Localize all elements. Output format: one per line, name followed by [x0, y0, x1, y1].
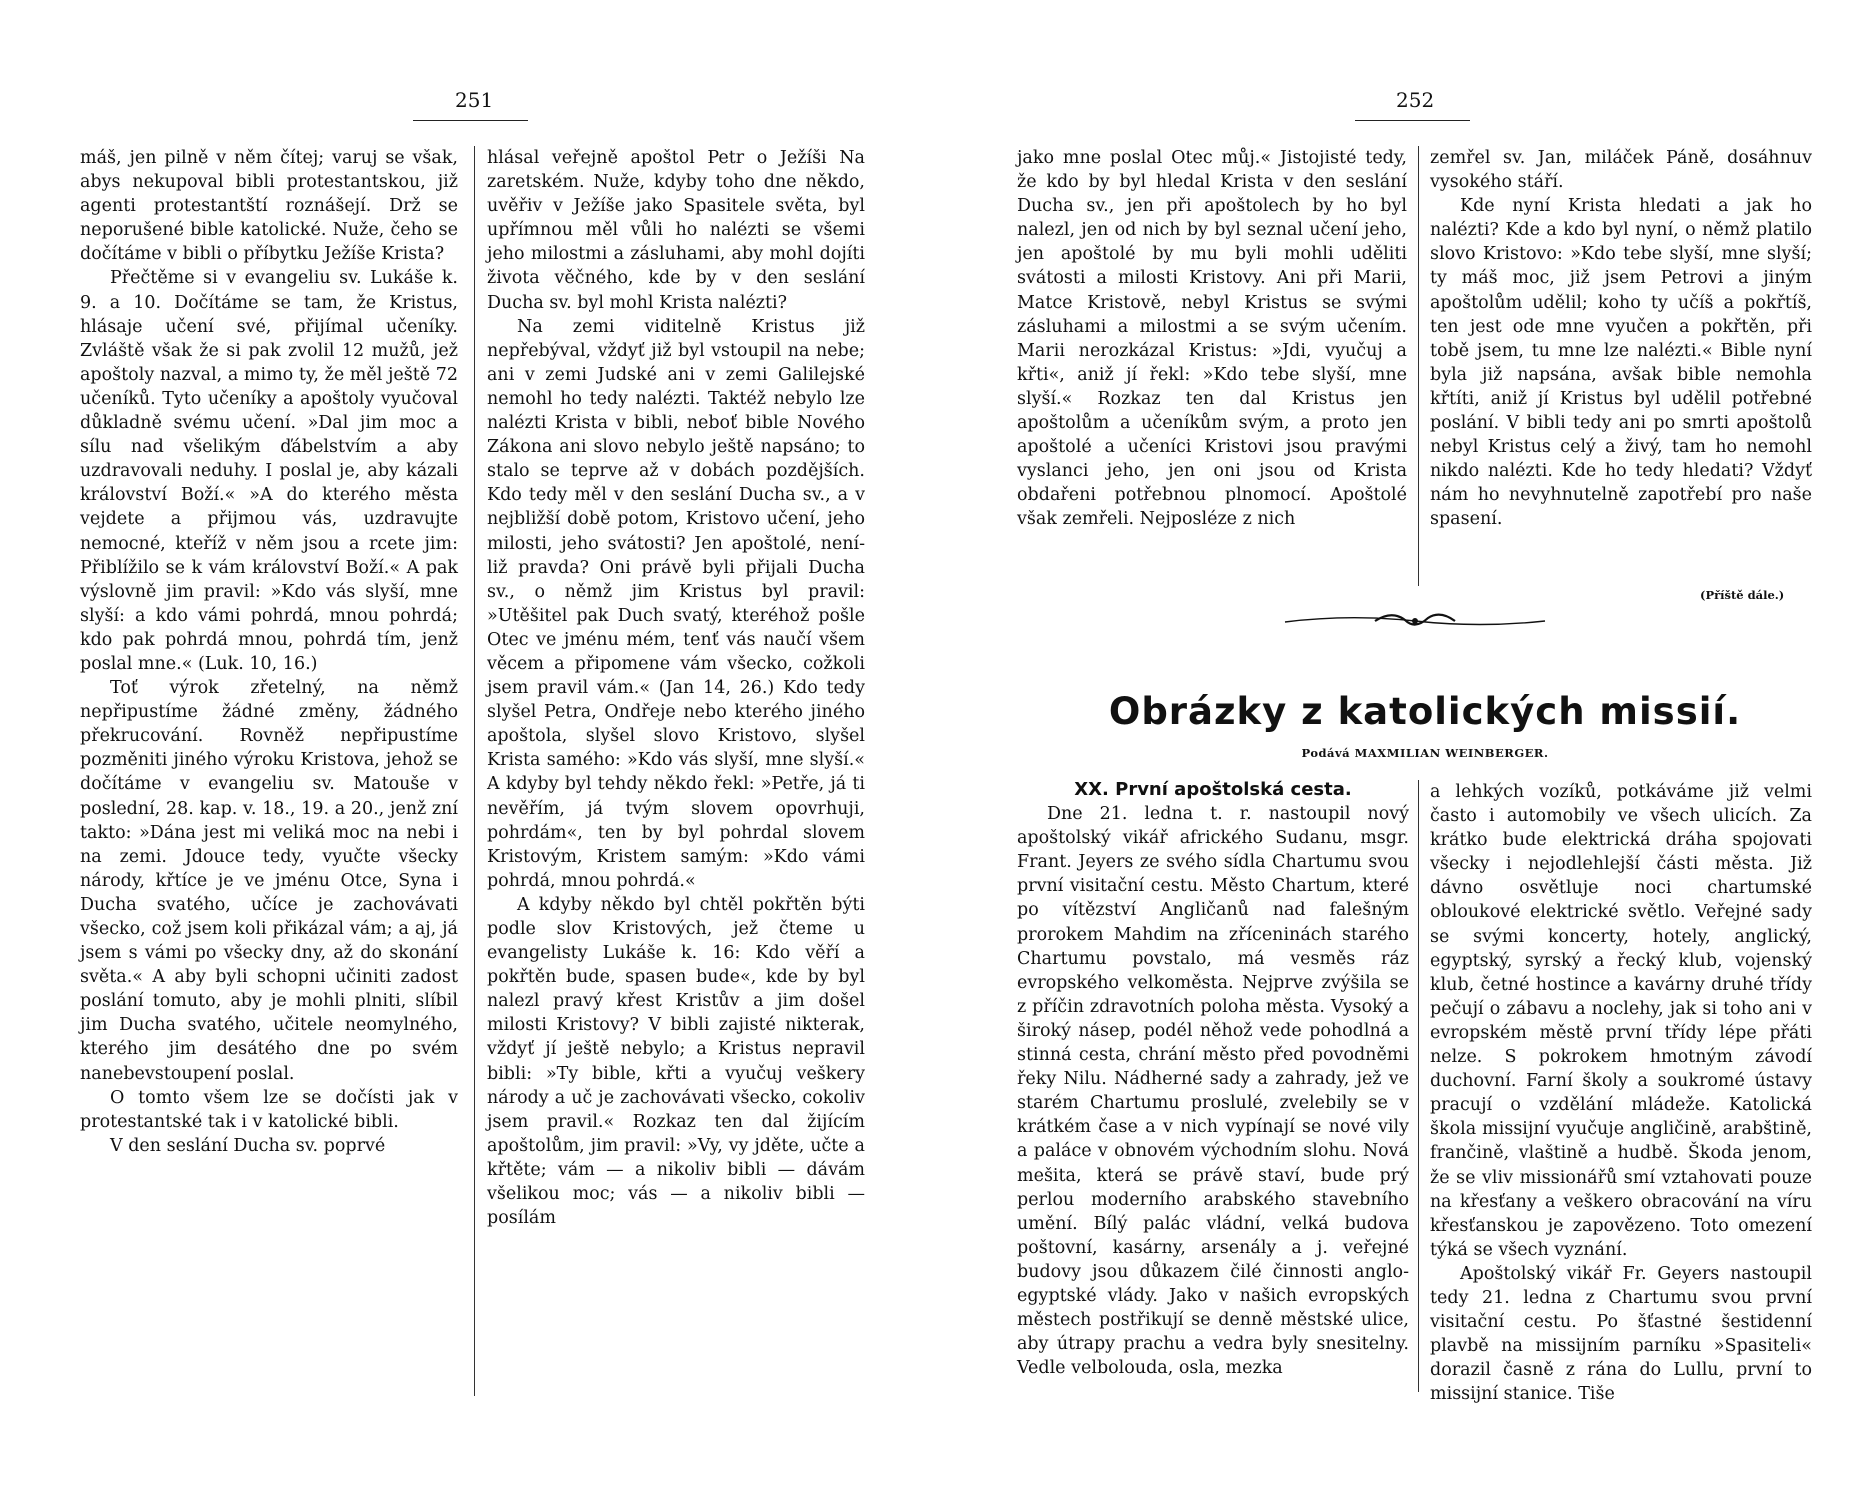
page-number-left: 251: [455, 88, 494, 112]
ornament-divider-icon: [1280, 606, 1550, 636]
page-number-rule-left: [413, 120, 528, 121]
article-byline: Podává MAXMILIAN WEINBERGER.: [1301, 746, 1549, 760]
paragraph: A kdyby někdo byl chtěl pokřtěn býti podle slov Kristových, jež čteme u evangelisty Lukáše k. 16: Kdo věří a pokřtěn bude, spasen bude«, kde by byl nalezl pravý křest Kristův a jim došel milosti Kristovy? V bibli zajisté nikterak, vždyť jí ještě nebylo; a Kristus nepravil bibli: »Ty bible, křti a vyučuj veškery národy a uč je zachovávati všecko, cokoliv jsem pravil.« Rozkaz ten dal žijícím apoštolům, jim pravil: »Vy, vy jděte, učte a křtěte; vám — a nikoliv bibli — dávám všelikou moc; vás — a nikoliv bibli — posílám: [487, 894, 865, 1229]
paragraph: a lehkých vozíků, potkáváme již velmi často i automobily ve všech ulicích. Za krátko bude elektrická dráha spojovati všecky i nejodlehlejší části města. Již dávno osvětluje noci chartumské obloukové elektrické světlo. Veřejné sady se svými koncerty, hotely, anglický, egyptský, syrský a řecký klub, vojenský klub, četné hostince a kavárny druhé třídy pečují o zábavu a noclehy, jak si toho ani v evropském městě první třídy lépe přáti nelze. S pokrokem hmotným závodí duchovní. Farní školy a soukromé ústavy pracují o vzdělání mládeže. Katolická škola missijní vyučuje angličině, arabštině, frančině, vlaštině a hudbě. Škoda jenom, že se vliv missionářů smí vztahovati pouze na křesťany a veškero obracování na víru křesťanskou je zapovězeno. Toto omezení týká se všech vyznání.: [1430, 782, 1812, 1260]
left-page-column-2: [487, 146, 865, 1230]
paragraph: O tomto všem lze se dočísti jak v protestantské tak i v katolické bibli.: [80, 1087, 458, 1132]
paragraph: máš, jen pilně v něm čítej; varuj se však, abys nekupoval bibli protestantskou, již agenti protestantští roznášejí. Drž se neporušené bible katolické. Nuže, čeho se dočítáme v bibli o příbytku Ježíše Krista?: [80, 148, 458, 265]
paragraph: hlásal veřejně apoštol Petr o Ježíši Na zaretském. Nuže, kdyby toho dne někdo, uvěřiv v Ježíše jako Spasitele světa, byl upřímnou měl vůli ho nalézti se všemi jeho milostmi a zásluhami, aby mohl dojíti života věčného, kde by v den seslání Ducha sv. byl mohl Krista nalézti?: [487, 148, 865, 313]
paragraph: Na zemi viditelně Kristus již nepřebýval, vždyť již byl vstoupil na nebe; ani v zemi Judské ani v zemi Galilejské nemohl ho tedy nalézti. Taktéž nebylo lze nalézti Krista v bibli, neboť bible Nového Zákona ani slovo nebylo ještě napsáno; to stalo se teprve až v dobách pozdějších. Kdo tedy měl v den seslání Ducha sv., a v nejbližší době potom, Kristovo učení, jeho milosti, jeho svátosti? Jen apoštolé, není-liž pravda? Oni právě byli přijali Ducha sv., o němž jim Kristus byl pravil: »Utěšitel pak Duch svatý, kteréhož pošle Otec ve jménu mém, tenť vás naučí všem věcem a připomene vám všecko, cožkoli jsem pravil vám.« (Jan 14, 26.) Kdo tedy slyšel Petra, Ondřeje nebo kterého jiného apoštola, slyšel slovo Kristovo, slyšel Krista samého: »Kdo vás slyší, mne slyší.« A kdyby byl tehdy někdo řekl: »Petře, já ti nevěřím, já tvým slovem opovrhuji, pohrdám«, ten by byl pohrdal slovem Kristovým, Kristem samým: »Kdo vámi pohrdá, mnou pohrdá.«: [487, 316, 865, 891]
column-divider: [474, 146, 475, 1396]
right-page-column-2: [1430, 146, 1812, 532]
paragraph: Kde nyní Krista hledati a jak ho nalézti? Kde a kdo byl nyní, o němž platilo slovo Kristovo: »Kdo tebe slyší, mne slyší; ty máš moc, již jsem Petrovi a jiným apoštolům udělil; koho ty učíš a pokřtíš, ten jest ode mne vyučen a pokřtěn, při tobě jsem, tu mne lze nalézti.« Bible nyní byla již napsána, avšak bible nemohla křtíti, aniž jí Kristus byl udělil potřebné poslání. V bibli tedy ani po smrti apoštolů nebyl Kristus celý a živý, tam ho nemohl nikdo nalézti. Kde ho tedy hledati? Vždyť nám ho nevyhnutelně zapotřebí pro naše spasení.: [1430, 196, 1812, 530]
paragraph: Apoštolský vikář Fr. Geyers nastoupil tedy 21. ledna z Chartumu svou první visitační cestu. Po šťastné šestidenní plavbě na missijním parníku »Spasiteli« dorazil časně z rána do Lullu, první to missijní stanice. Tiše: [1430, 1263, 1812, 1405]
paragraph: V den seslání Ducha sv. poprvé: [110, 1135, 386, 1156]
paragraph: zemřel sv. Jan, miláček Páně, dosáhnuv vysokého stáří.: [1430, 148, 1812, 193]
right-page-column-1: [1017, 146, 1407, 532]
right-page-column-4: [1430, 780, 1812, 1406]
page-number-right: 252: [1396, 88, 1435, 112]
paragraph: Toť výrok zřetelný, na němž nepřipustíme žádné změny, žádného překrucování. Rovněž nepřipustíme pozměniti jiného výroku Kristova, jehož se dočítáme v evangeliu sv. Matouše v poslední, 28. kap. v. 18., 19. a 20., jenž zní takto: »Dána jest mi veliká moc na nebi i na zemi. Jdouce tedy, vyučte všecky národy, křtíce je ve jménu Otce, Syna i Ducha svatého, učíce je zachovávati všecko, což jsem koli přikázal vám; a aj, já jsem s vámi po všecky dny, až do skonání světa.« A aby byli schopni učiniti zadost poslání tomuto, aby je mohli plniti, slíbil jim Ducha svatého, učitele neomylného, kterého jim desátého dne po svém nanebevstoupení poslal.: [80, 678, 458, 1084]
right-page-column-3: [1017, 778, 1409, 1380]
section-heading: XX. První apoštolská cesta.: [1074, 779, 1352, 800]
column-divider: [1418, 780, 1419, 1392]
paragraph: jako mne poslal Otec můj.« Jistojisté tedy, že kdo by byl hledal Krista v den seslání Ducha sv., jen při apoštolech by ho byl nalezl, jen od nich by byl seznal učení jeho, jen apoštolé by mu byli mohli uděliti svátosti a milosti Kristovy. Ani při Marii, Matce Kristově, nebyl Kristus se svými zásluhami a milostmi a se svým učením. Marii nerozkázal Kristus: »Jdi, vyučuj a křti«, aniž jí řekl: »Kdo tebe slyší, mne slyší.« Rozkaz ten dal Kristus jen apoštolům a učeníkům svým, a proto jen apoštolé a učeníci Kristovi jsou pravými vyslanci jeho, jen oni jsou od Krista obdařeni potřebnou plnomocí. Apoštolé však zemřeli. Nejposléze z nich: [1017, 148, 1407, 530]
continued-note: (Příště dále.): [1700, 588, 1785, 602]
left-page-column-1: [80, 146, 458, 1158]
page-number-rule-right: [1355, 120, 1470, 121]
column-divider: [1418, 146, 1419, 586]
paragraph: Dne 21. ledna t. r. nastoupil nový apoštolský vikář afrického Sudanu, msgr. Frant. Jeyers ze svého sídla Chartumu svou první visitační cestu. Město Chartum, které po vítězství Angličanů nad falešným prorokem Mahdim na zříceninách starého Chartumu povstalo, má vesměs ráz evropského velkoměsta. Nejprve zvýšila se z příčin zdravotních poloha města. Vysoký a široký násep, podél něhož vede pohodlná a stinná cesta, chrání město před povodněmi řeky Nilu. Nádherné sady a zahrady, jež ve starém Chartumu proslulé, zvelebily se v krátkém čase a v nich vypínají se nové vily a paláce v obnovém východním slohu. Nová mešita, která se právě staví, bude prý perlou moderního arabského stavebního umění. Bílý palác vládní, velká budova poštovní, kasárny, arsenály a j. veřejné budovy jsou důkazem čilé činnosti anglo-egyptské vlády. Jako v našich evropských městech postřikují se denně městské ulice, aby útrapy prachu a vedra byly snesitelny. Vedle velbolouda, osla, mezka: [1017, 804, 1409, 1379]
paragraph: Přečtěme si v evangeliu sv. Lukáše k. 9. a 10. Dočítáme se tam, že Kristus, hlásaje učení své, přijímal učeníky. Zvláště však že si pak zvolil 12 mužů, jež apoštoly nazval, a mimo ty, že měl ještě 72 učeníků. Tyto učeníky a apoštoly vyučoval důkladně svému učení. »Dal jim moc a sílu nad všelikým ďábelstvím a aby uzdravovali neduhy. I poslal je, aby kázali království Boží.« »A do kterého města vejdete a přijmou vás, uzdravujte nemocné, kteříž v něm jsou a rcete jim: Přiblížilo se k vám království Boží.« A pak výslovně jim pravil: »Kdo vás slyší, mne slyší: a kdo vámi pohrdá, mnou pohrdá; kdo pak pohrdá mnou, pohrdá tím, jenž poslal mne.« (Luk. 10, 16.): [80, 268, 458, 674]
article-title: Obrázky z katolických missií.: [1108, 690, 1742, 733]
